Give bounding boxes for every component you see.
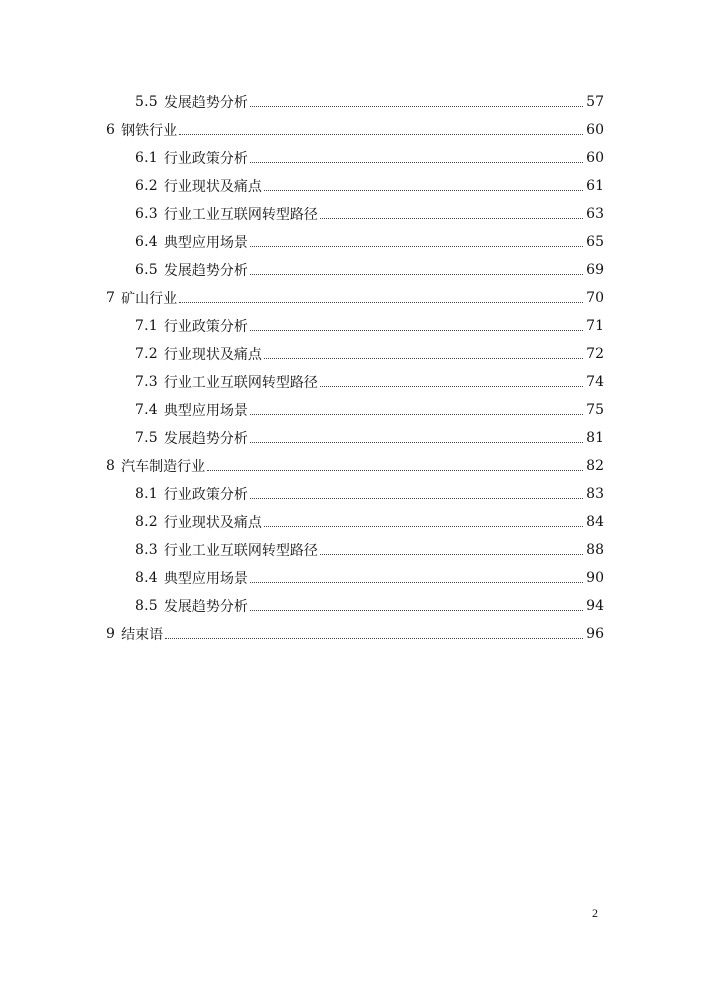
toc-entry-title: 典型应用场景	[163, 403, 248, 419]
toc-entry-number: 8.3	[135, 542, 158, 558]
toc-entry-number: 5.5	[135, 94, 158, 110]
dot-leader	[264, 190, 583, 191]
toc-entry-title: 汽车制造行业	[121, 459, 206, 475]
dot-leader	[179, 302, 583, 303]
toc-entry-title: 钢铁行业	[121, 123, 178, 139]
toc-entry[interactable]	[106, 564, 604, 592]
toc-entry-page: 96	[586, 626, 604, 642]
toc-entry[interactable]	[106, 620, 604, 648]
toc-entry[interactable]	[106, 256, 604, 284]
toc-entry-page: 71	[586, 318, 604, 334]
toc-entry-page: 61	[586, 178, 604, 194]
toc-entry-page: 81	[586, 430, 604, 446]
dot-leader	[179, 134, 583, 135]
toc-entry-number: 6.5	[135, 262, 158, 278]
dot-leader	[250, 582, 583, 583]
toc-entry-title: 结束语	[121, 627, 164, 643]
toc-entry-page: 74	[586, 374, 604, 390]
toc-entry-number: 7.2	[135, 346, 158, 362]
dot-leader	[320, 554, 583, 555]
toc-entry[interactable]	[106, 424, 604, 452]
dot-leader	[207, 470, 583, 471]
toc-entry[interactable]	[106, 116, 604, 144]
toc-entry-page: 84	[586, 514, 604, 530]
toc-entry-number: 7.3	[135, 374, 158, 390]
toc-entry-number: 6.1	[135, 150, 158, 166]
toc-entry[interactable]	[106, 340, 604, 368]
toc-entry-page: 60	[586, 122, 604, 138]
toc-entry[interactable]	[106, 396, 604, 424]
toc-entry-title: 典型应用场景	[163, 235, 248, 251]
toc-entry[interactable]	[106, 592, 604, 620]
toc-entry-number: 8.5	[135, 598, 158, 614]
dot-leader	[165, 638, 583, 639]
toc-entry-title: 行业政策分析	[163, 151, 248, 167]
toc-entry-number: 6.2	[135, 178, 158, 194]
toc-entry-title: 行业现状及痛点	[163, 179, 262, 195]
dot-leader	[320, 386, 583, 387]
dot-leader	[250, 610, 583, 611]
toc-entry[interactable]	[106, 480, 604, 508]
toc-entry-page: 63	[586, 206, 604, 222]
dot-leader	[250, 414, 583, 415]
toc-entry-title: 行业政策分析	[163, 319, 248, 335]
toc-entry-number: 7.1	[135, 318, 158, 334]
toc-entry-page: 65	[586, 234, 604, 250]
toc-entry[interactable]	[106, 508, 604, 536]
toc-entry-number: 6.4	[135, 234, 158, 250]
dot-leader	[250, 442, 583, 443]
toc-entry[interactable]	[106, 144, 604, 172]
toc-entry[interactable]	[106, 452, 604, 480]
toc-entry-page: 60	[586, 150, 604, 166]
toc-entry[interactable]	[106, 228, 604, 256]
dot-leader	[250, 274, 583, 275]
toc-entry-title: 行业现状及痛点	[163, 515, 262, 531]
toc-entry-number: 7.4	[135, 402, 158, 418]
toc-entry-number: 6.3	[135, 206, 158, 222]
toc-entry-title: 行业工业互联网转型路径	[163, 207, 318, 223]
toc-entry-page: 90	[586, 570, 604, 586]
toc-entry-title: 行业工业互联网转型路径	[163, 375, 318, 391]
toc-entry-page: 57	[586, 94, 604, 110]
page-number: 2	[592, 906, 598, 920]
toc-entry-title: 行业工业互联网转型路径	[163, 543, 318, 559]
toc-entry[interactable]	[106, 284, 604, 312]
toc-entry-number: 7.5	[135, 430, 158, 446]
toc-entry-title: 发展趋势分析	[163, 263, 248, 279]
dot-leader	[320, 218, 583, 219]
toc-entry-page: 88	[586, 542, 604, 558]
toc-entry[interactable]	[106, 172, 604, 200]
table-of-contents	[106, 88, 604, 648]
toc-entry-page: 72	[586, 346, 604, 362]
toc-entry-page: 69	[586, 262, 604, 278]
toc-entry-page: 82	[586, 458, 604, 474]
toc-entry[interactable]	[106, 312, 604, 340]
toc-entry-title: 典型应用场景	[163, 571, 248, 587]
toc-entry-title: 发展趋势分析	[163, 95, 248, 111]
dot-leader	[264, 526, 583, 527]
dot-leader	[250, 106, 583, 107]
toc-entry-title: 矿山行业	[121, 291, 178, 307]
toc-entry[interactable]	[106, 88, 604, 116]
dot-leader	[264, 358, 583, 359]
toc-entry-number: 6	[106, 122, 116, 138]
toc-entry-number: 8	[106, 458, 116, 474]
toc-entry-title: 行业现状及痛点	[163, 347, 262, 363]
toc-entry-page: 70	[586, 290, 604, 306]
toc-entry-title: 发展趋势分析	[163, 431, 248, 447]
dot-leader	[250, 330, 583, 331]
toc-entry-page: 75	[586, 402, 604, 418]
dot-leader	[250, 246, 583, 247]
toc-entry-number: 8.2	[135, 514, 158, 530]
toc-entry-page: 94	[586, 598, 604, 614]
toc-entry-title: 发展趋势分析	[163, 599, 248, 615]
toc-entry[interactable]	[106, 368, 604, 396]
toc-entry-number: 7	[106, 290, 116, 306]
toc-entry-number: 9	[106, 626, 116, 642]
toc-entry-title: 行业政策分析	[163, 487, 248, 503]
toc-entry-number: 8.4	[135, 570, 158, 586]
dot-leader	[250, 162, 583, 163]
toc-entry[interactable]	[106, 200, 604, 228]
toc-entry[interactable]	[106, 536, 604, 564]
toc-entry-page: 83	[586, 486, 604, 502]
dot-leader	[250, 498, 583, 499]
toc-entry-number: 8.1	[135, 486, 158, 502]
